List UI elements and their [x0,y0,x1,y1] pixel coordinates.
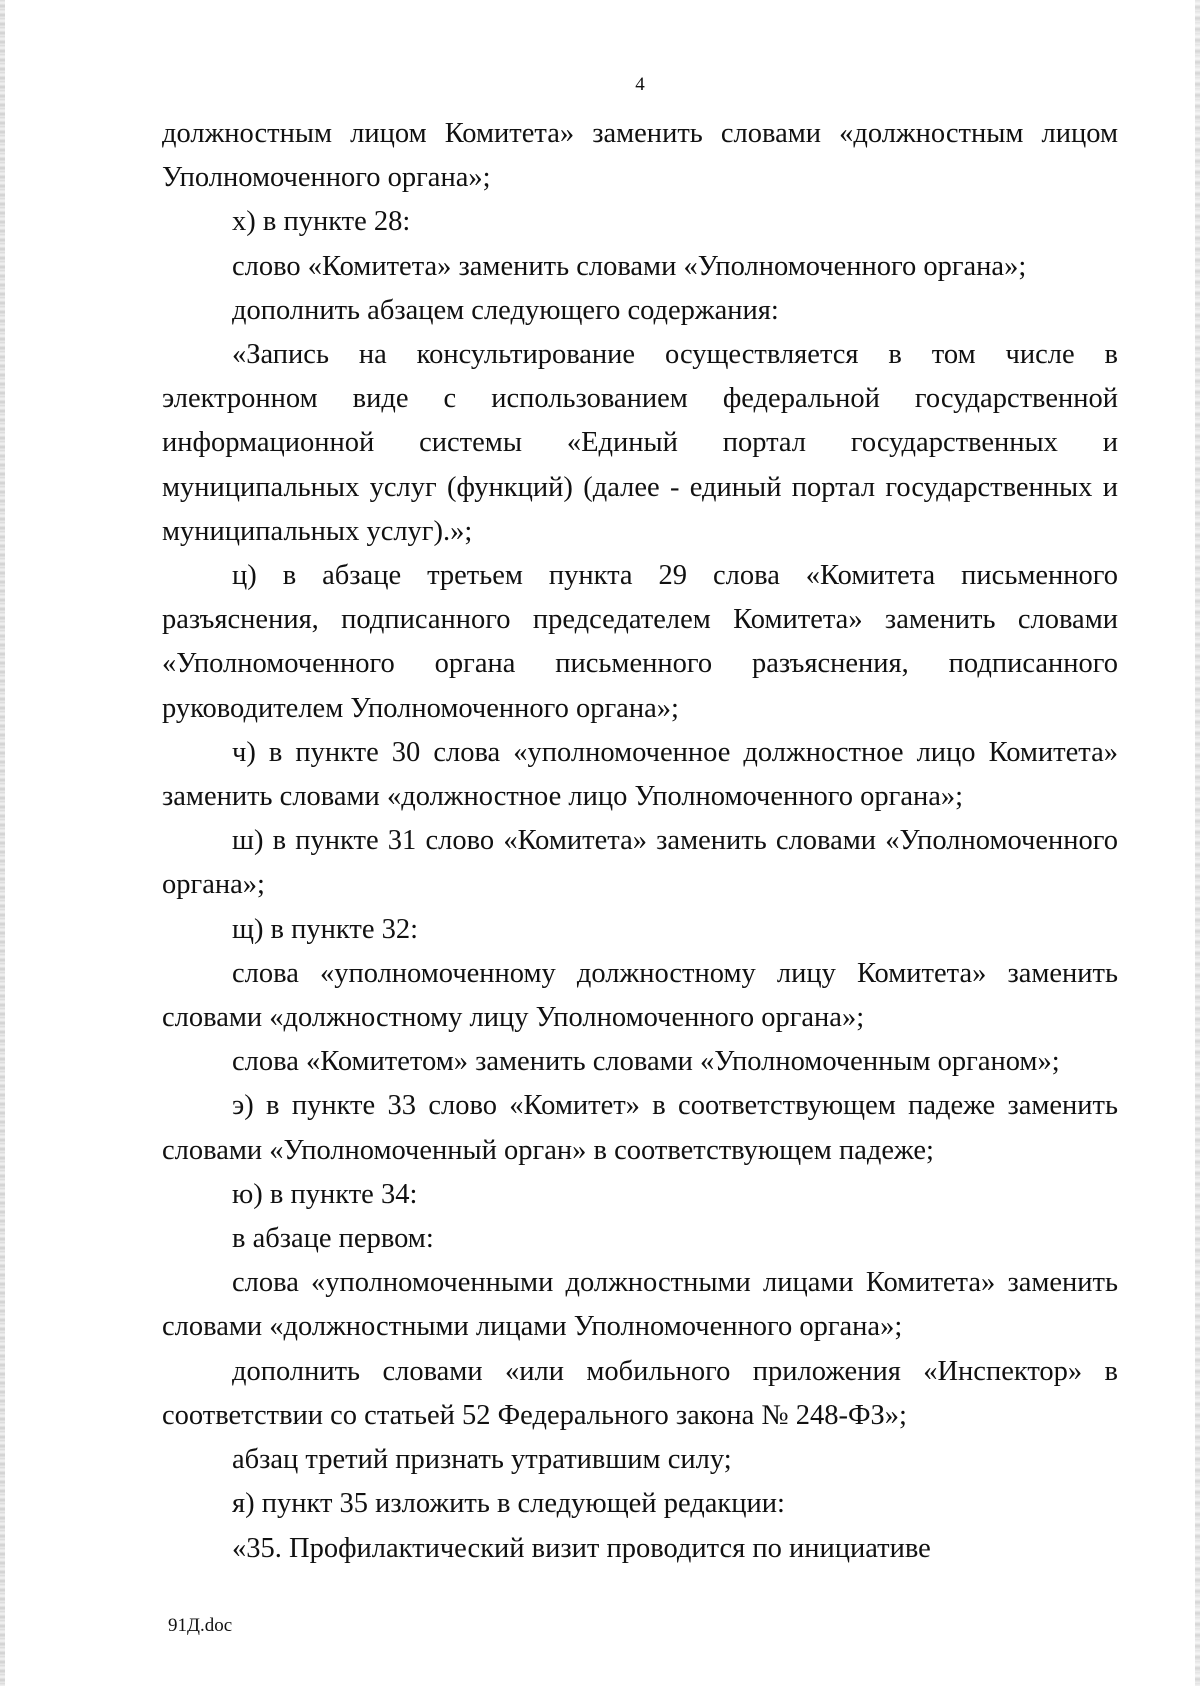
paragraph: э) в пункте 33 слово «Комитет» в соответствующем падеже заменить словами «Уполномоченный орган» в соответствующем падеже; [162,1090,1118,1166]
scan-edge-right [1195,0,1200,1686]
paragraph: в абзаце первом: [232,1223,434,1255]
page-number: 4 [635,74,645,95]
paragraph: ч) в пункте 30 слова «уполномоченное должностное лицо Комитета» заменить словами «должностное лицо Уполномоченного органа»; [162,736,1118,813]
document-body [162,112,1118,1571]
scan-edge-left [0,0,5,1686]
paragraph: слова «уполномоченными должностными лицами Комитета» заменить словами «должностными лицами Уполномоченного органа»; [162,1267,1118,1343]
paragraph: ш) в пункте 31 слово «Комитета» заменить словами «Уполномоченного органа»; [162,825,1118,901]
paragraph: х) в пункте 28: [232,206,411,238]
paragraph: ц) в абзаце третьем пункта 29 слова «Комитета письменного разъяснения, подписанного председателем Комитета» заменить словами «Уполномоченного органа письменного разъяснения, подписанного руководителем Уполномоченного органа»; [162,560,1118,724]
paragraph: слово «Комитета» заменить словами «Уполномоченного органа»; [232,250,1027,282]
paragraph: абзац третий признать утратившим силу; [232,1444,732,1476]
paragraph: «35. Профилактический визит проводится по инициативе [232,1532,931,1564]
paragraph: я) пункт 35 изложить в следующей редакции: [232,1488,785,1520]
footer-filename: 91Д.doc [168,1615,233,1636]
paragraph: ю) в пункте 34: [232,1178,418,1210]
paragraph: дополнить словами «или мобильного приложения «Инспектор» в соответствии со статьей 52 Федерального закона № 248-ФЗ»; [162,1355,1118,1431]
paragraph: слова «уполномоченному должностному лицу Комитета» заменить словами «должностному лицу Уполномоченного органа»; [162,957,1118,1034]
paragraph: дополнить абзацем следующего содержания: [232,294,779,326]
paragraph: слова «Комитетом» заменить словами «Уполномоченным органом»; [232,1046,1060,1078]
paragraph: «Запись на консультирование осуществляется в том числе в электронном виде с использованием федеральной государственной информационной системы «Единый портал государственных и муниципальных услуг (функций) (далее - единый портал государственных и муниципальных услуг).»; [162,339,1118,547]
paragraph: должностным лицом Комитета» заменить словами «должностным лицом Уполномоченного органа»; [162,118,1118,194]
paragraph: щ) в пункте 32: [232,913,419,945]
